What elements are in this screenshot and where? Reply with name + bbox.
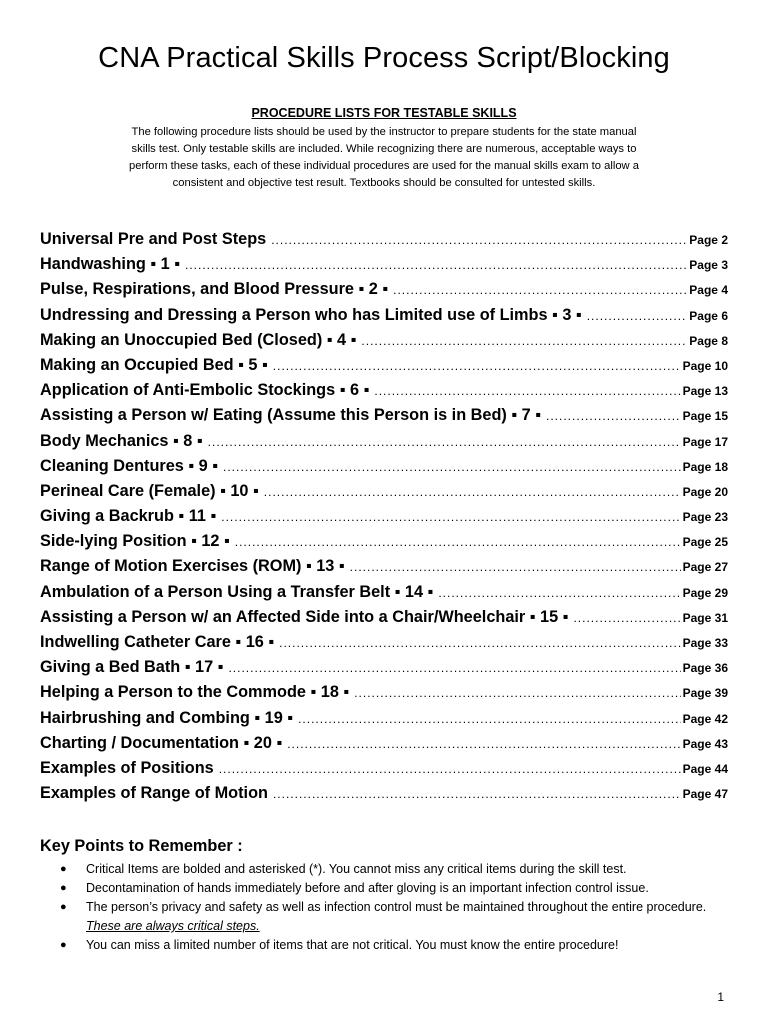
toc-dot-leader <box>287 737 680 751</box>
toc-entry[interactable] <box>40 280 728 305</box>
toc-entry[interactable] <box>40 457 728 482</box>
bullet-icon: ● <box>60 901 67 913</box>
toc-entry-page: Page 47 <box>682 787 728 802</box>
toc-entry-title: Assisting a Person w/ an Affected Side into a Chair/Wheelchair ▪ 15 ▪ <box>40 607 569 626</box>
toc-entry[interactable] <box>40 356 728 381</box>
toc-entry[interactable] <box>40 507 728 532</box>
toc-entry-page: Page 25 <box>682 535 728 550</box>
toc-entry-title: Universal Pre and Post Steps <box>40 230 267 248</box>
toc-entry-page: Page 27 <box>682 560 728 575</box>
toc-dot-leader <box>438 586 680 600</box>
key-point-item <box>40 879 710 898</box>
toc-entry-page: Page 44 <box>682 761 728 776</box>
key-point-text: The person’s privacy and safety as well as infection control must be maintained throughout the entire procedure. <box>86 900 707 914</box>
toc-dot-leader <box>393 283 687 297</box>
toc-dot-leader <box>350 560 681 574</box>
toc-entry-title: Hairbrushing and Combing ▪ 19 ▪ <box>40 708 294 727</box>
toc-entry-page: Page 20 <box>682 484 728 499</box>
toc-entry-page: Page 23 <box>682 510 728 525</box>
toc-entry-page: Page 18 <box>682 459 728 474</box>
toc-entry-page: Page 6 <box>689 308 728 323</box>
key-points-list <box>40 860 710 955</box>
toc-entry-page: Page 4 <box>689 283 728 298</box>
bullet-icon: ● <box>60 939 67 951</box>
toc-entry-title: Giving a Backrub ▪ 11 ▪ <box>40 507 217 526</box>
bullet-icon: ● <box>60 882 67 894</box>
toc-entry[interactable] <box>40 608 728 633</box>
toc-entry-title: Making an Occupied Bed ▪ 5 ▪ <box>40 355 268 374</box>
toc-dot-leader <box>361 334 687 348</box>
toc-entry[interactable] <box>40 557 728 582</box>
toc-entry[interactable] <box>40 255 728 280</box>
toc-entry-page: Page 8 <box>689 333 728 348</box>
key-point-text: Critical Items are bolded and asterisked (*). You cannot miss any critical items during the skill test. <box>86 862 627 876</box>
toc-dot-leader <box>264 485 681 499</box>
toc-entry-title: Cleaning Dentures ▪ 9 ▪ <box>40 456 219 475</box>
toc-entry-title: Helping a Person to the Commode ▪ 18 ▪ <box>40 683 350 702</box>
toc-entry-title: Side-lying Position ▪ 12 ▪ <box>40 532 230 551</box>
key-point-emphasis: These are always critical steps. <box>86 919 260 933</box>
toc-entry-title: Charting / Documentation ▪ 20 ▪ <box>40 733 283 752</box>
toc-dot-leader <box>185 258 687 272</box>
toc-dot-leader <box>219 762 681 776</box>
toc-dot-leader <box>271 233 687 247</box>
toc-entry-page: Page 2 <box>689 233 728 247</box>
toc-entry-page: Page 13 <box>682 384 728 399</box>
toc-dot-leader <box>273 787 681 801</box>
toc-entry-title: Assisting a Person w/ Eating (Assume this Person is in Bed) ▪ 7 ▪ <box>40 406 542 425</box>
toc-entry[interactable] <box>40 658 728 683</box>
toc-dot-leader <box>228 661 680 675</box>
toc-entry-page: Page 10 <box>682 358 728 373</box>
page-number: 1 <box>717 990 724 1004</box>
toc-entry[interactable] <box>40 784 728 809</box>
toc-entry[interactable] <box>40 432 728 457</box>
toc-entry-page: Page 31 <box>682 610 728 625</box>
toc-entry-page: Page 17 <box>682 434 728 449</box>
toc-entry-title: Examples of Range of Motion <box>40 784 268 803</box>
toc-entry[interactable] <box>40 306 728 331</box>
toc-dot-leader <box>223 460 681 474</box>
toc-dot-leader <box>298 712 681 726</box>
toc-entry[interactable] <box>40 633 728 658</box>
toc-entry-title: Range of Motion Exercises (ROM) ▪ 13 ▪ <box>40 557 345 576</box>
toc-entry-title: Perineal Care (Female) ▪ 10 ▪ <box>40 481 259 500</box>
toc-entry-title: Making an Unoccupied Bed (Closed) ▪ 4 ▪ <box>40 330 357 349</box>
section-heading: PROCEDURE LISTS FOR TESTABLE SKILLS <box>251 106 517 120</box>
toc-entry-title: Ambulation of a Person Using a Transfer Belt ▪ 14 ▪ <box>40 582 434 601</box>
toc-entry-title: Pulse, Respirations, and Blood Pressure ▪ 2 ▪ <box>40 280 389 299</box>
toc-dot-leader <box>573 611 680 625</box>
key-point-item <box>40 936 710 955</box>
toc-dot-leader <box>279 636 681 650</box>
toc-entry[interactable] <box>40 583 728 608</box>
toc-entry[interactable] <box>40 759 728 784</box>
toc-entry-title: Undressing and Dressing a Person who has Limited use of Limbs ▪ 3 ▪ <box>40 305 582 324</box>
key-point-text: Decontamination of hands immediately before and after gloving is an important infection control issue. <box>86 881 649 895</box>
toc-entry-title: Handwashing ▪ 1 ▪ <box>40 255 181 274</box>
intro-paragraph: The following procedure lists should be used by the instructor to prepare students for the state manual skills test. Only testable skills are included. While recognizing there are numerous, acceptable ways to perform these tasks, each of these individual procedures are used for the manual skills exam to allow a consistent and objective test result. Textbooks should be consulted for untested skills. <box>129 126 639 189</box>
bullet-icon: ● <box>60 863 67 875</box>
toc-entry-title: Examples of Positions <box>40 758 214 777</box>
toc-entry[interactable] <box>40 734 728 759</box>
toc-entry[interactable] <box>40 709 728 734</box>
toc-dot-leader <box>354 686 680 700</box>
toc-entry-page: Page 42 <box>682 711 728 726</box>
toc-dot-leader <box>273 359 681 373</box>
toc-entry-page: Page 3 <box>689 258 728 273</box>
toc-entry[interactable] <box>40 230 728 255</box>
toc-entry-page: Page 36 <box>682 661 728 676</box>
toc-entry-page: Page 39 <box>682 686 728 701</box>
toc-entry[interactable] <box>40 381 728 406</box>
key-points-heading: Key Points to Remember : <box>40 837 243 855</box>
toc-dot-leader <box>546 409 681 423</box>
toc-entry[interactable] <box>40 683 728 708</box>
key-point-item <box>40 860 710 879</box>
toc-dot-leader <box>374 384 680 398</box>
toc-entry-title: Indwelling Catheter Care ▪ 16 ▪ <box>40 633 275 651</box>
toc-dot-leader <box>587 309 688 323</box>
toc-entry-page: Page 29 <box>682 585 728 600</box>
toc-entry-title: Application of Anti-Embolic Stockings ▪ 6 ▪ <box>40 381 370 400</box>
table-of-contents <box>40 230 728 809</box>
key-point-item <box>40 898 710 936</box>
page-title: CNA Practical Skills Process Script/Blocking <box>98 42 670 74</box>
key-point-text: You can miss a limited number of items that are not critical. You must know the entire procedure! <box>86 938 619 952</box>
toc-entry-page: Page 43 <box>682 736 728 751</box>
toc-dot-leader <box>208 435 681 449</box>
toc-entry-title: Giving a Bed Bath ▪ 17 ▪ <box>40 658 224 677</box>
toc-entry[interactable] <box>40 406 728 431</box>
toc-dot-leader <box>235 535 681 549</box>
toc-entry[interactable] <box>40 331 728 356</box>
toc-entry-page: Page 33 <box>682 636 728 650</box>
toc-entry-page: Page 15 <box>682 409 728 424</box>
toc-entry[interactable] <box>40 532 728 557</box>
toc-entry-title: Body Mechanics ▪ 8 ▪ <box>40 431 203 450</box>
toc-entry[interactable] <box>40 482 728 507</box>
toc-dot-leader <box>221 510 680 524</box>
